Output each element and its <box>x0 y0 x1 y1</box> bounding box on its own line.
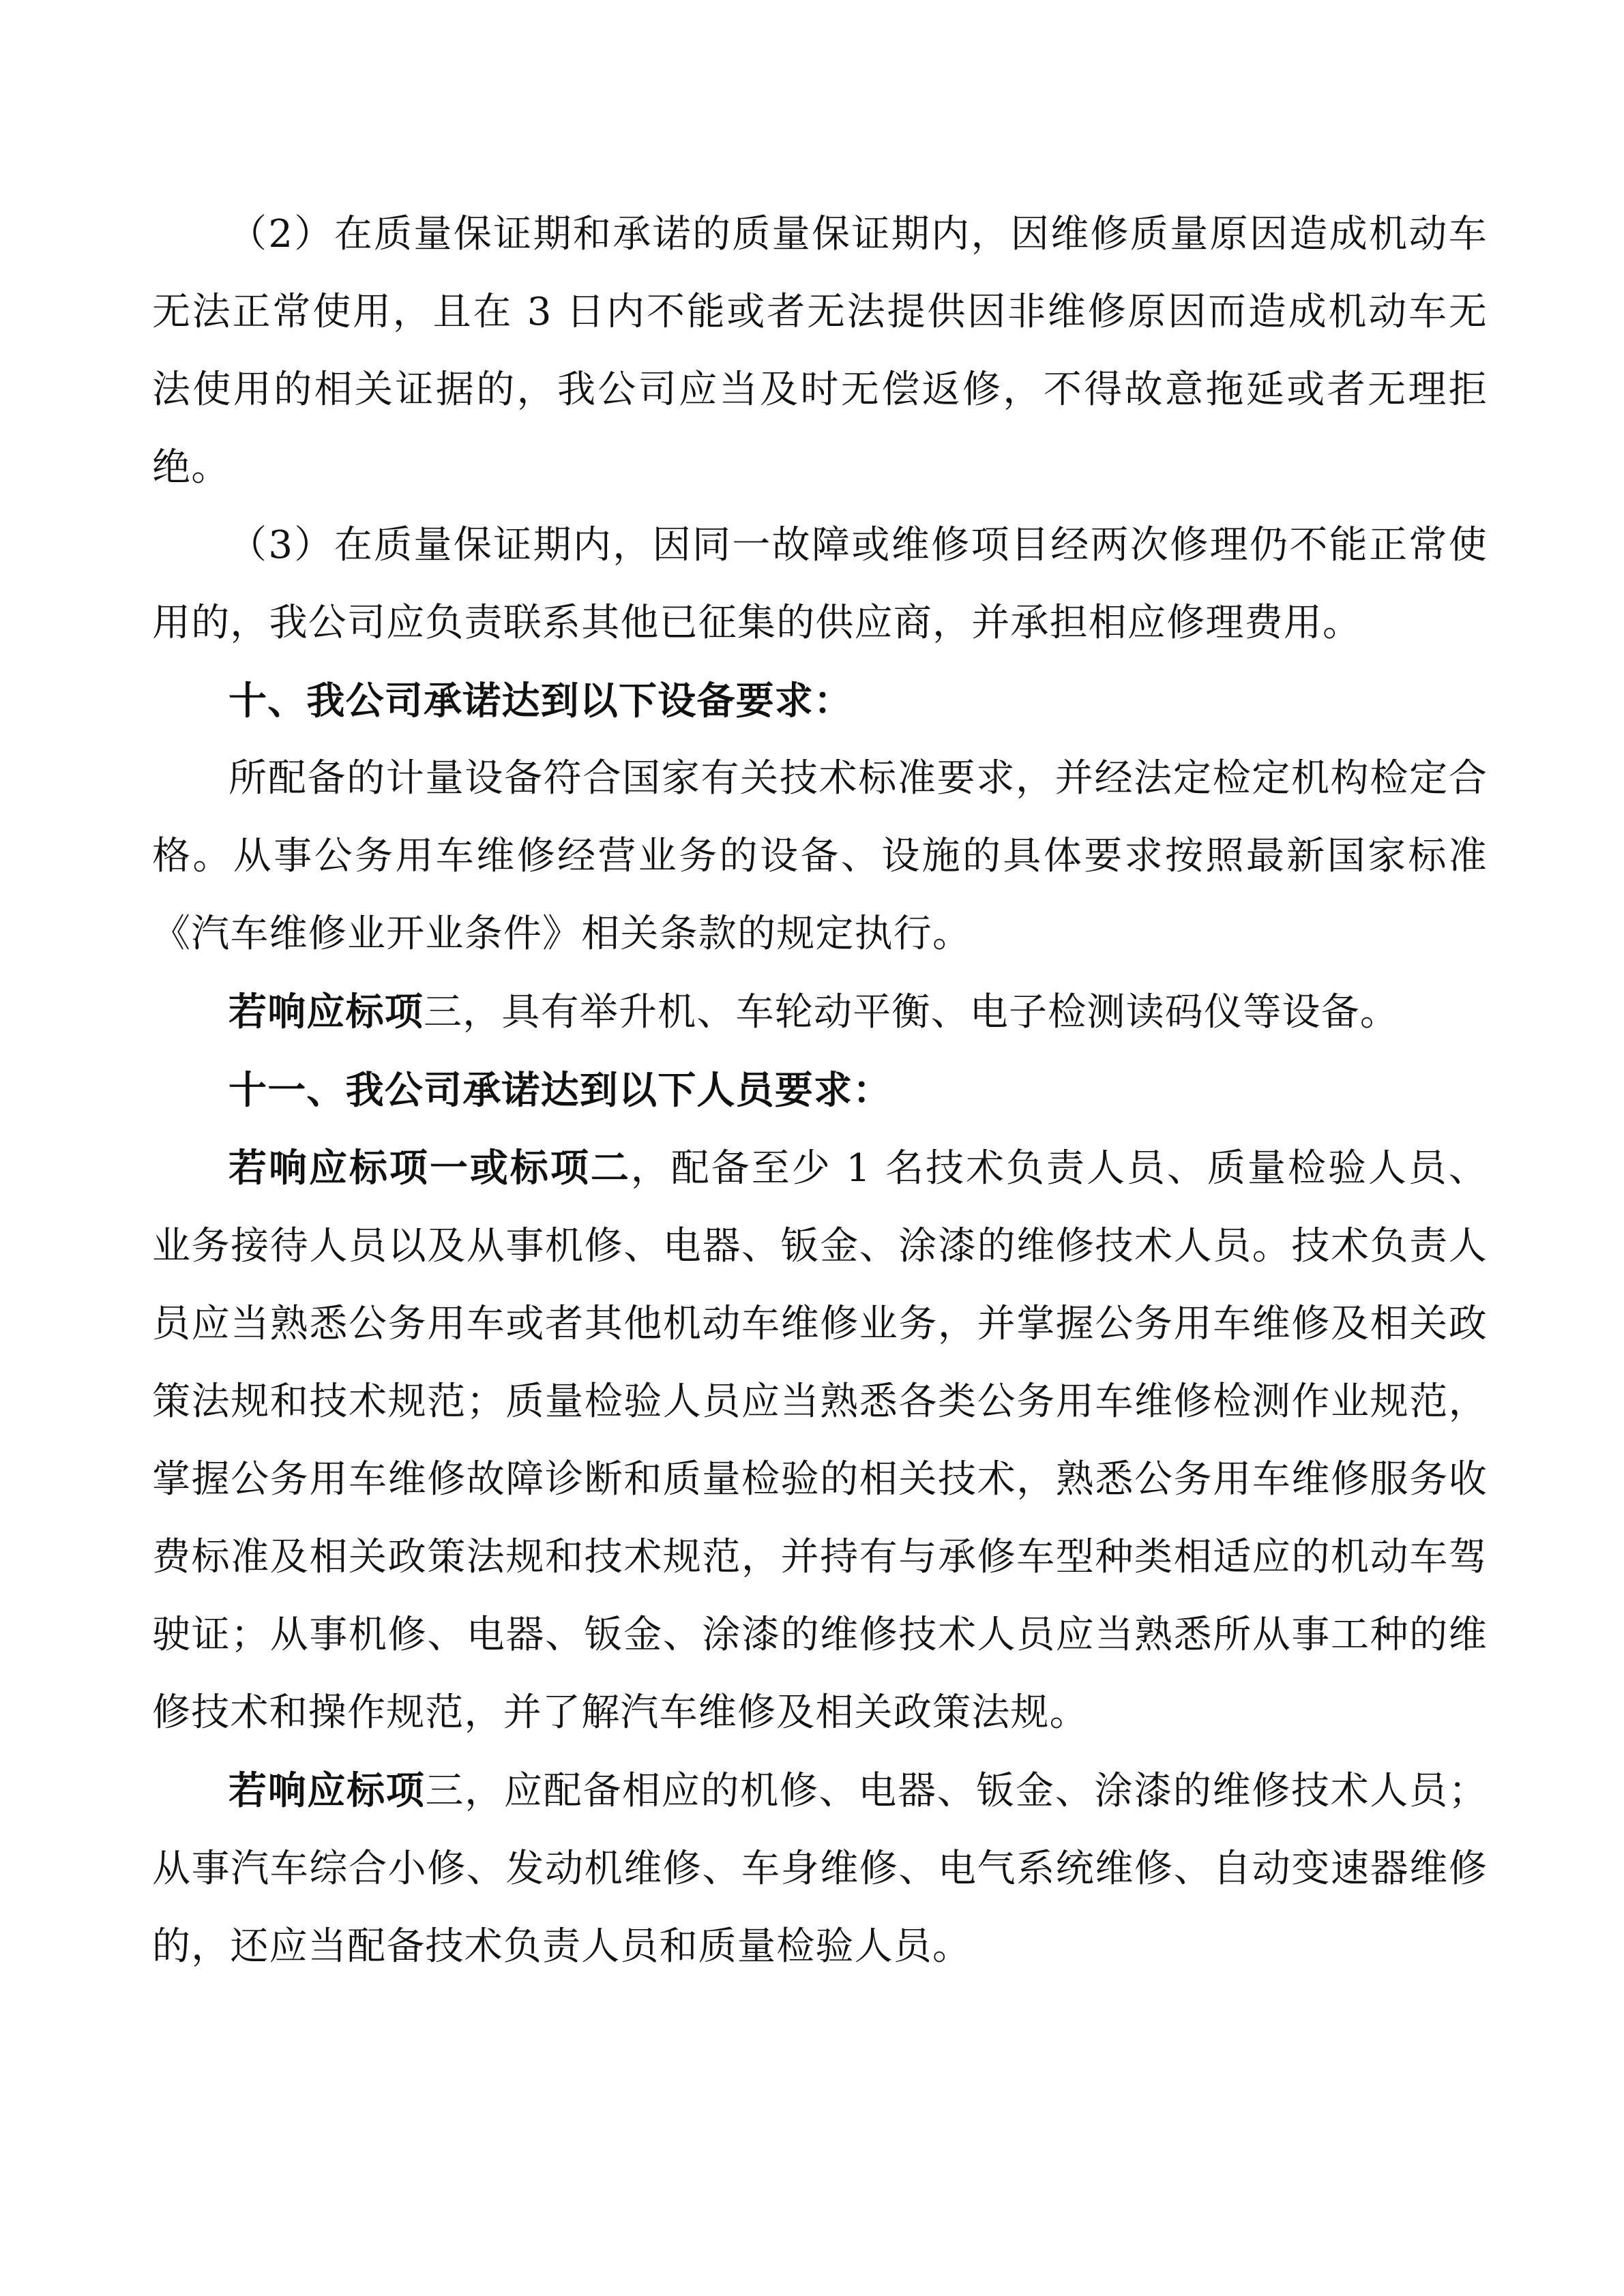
heading-staff-requirements: 十一、我公司承诺达到以下人员要求： <box>228 1068 892 1113</box>
lot3-staff-text: 三，应配备相应的机修、电器、钣金、涂漆的维修技术人员；从事汽车综合小修、发动机维修、车身维修、电气系统维修、自动变速器维修的，还应当配备技术负责人员和质量检验人员。 <box>152 1769 1488 1969</box>
paragraph-lot3-staff <box>152 1752 1488 1986</box>
paragraph-lot12-staff <box>152 1129 1488 1752</box>
paragraph-warranty-repair: （2）在质量保证期和承诺的质量保证期内，因维修质量原因造成机动车无法正常使用，且在 3 日内不能或者无法提供因非维修原因而造成机动车无法使用的相关证据的，我公司应当及时无偿返修，不得故意拖延或者无理拒绝。 <box>152 212 1488 490</box>
lot3-equipment-text: 三，具有举升机、车轮动平衡、电子检测读码仪等设备。 <box>424 990 1399 1034</box>
lot3-staff-lead: 若响应标项 <box>228 1768 426 1813</box>
paragraph-repeated-fault: （3）在质量保证期内，因同一故障或维修项目经两次修理仍不能正常使用的，我公司应负责联系其他已征集的供应商，并承担相应修理费用。 <box>152 523 1488 645</box>
paragraph-lot3-equipment <box>152 973 1488 1052</box>
lot3-equipment-lead: 若响应标项 <box>228 989 424 1034</box>
lot12-staff-lead: 若响应标项一或标项二 <box>228 1146 631 1191</box>
lot12-staff-text: ，配备至少 1 名技术负责人员、质量检验人员、业务接待人员以及从事机修、电器、钣金、涂漆的维修技术人员。技术负责人员应当熟悉公务用车或者其他机动车维修业务，并掌握公务用车维修及相关政策法规和技术规范；质量检验人员应当熟悉各类公务用车维修检测作业规范，掌握公务用车维修故障诊断和质量检验的相关技术，熟悉公务用车维修服务收费标准及相关政策法规和技术规范，并持有与承修车型种类相适应的机动车驾驶证；从事机修、电器、钣金、涂漆的维修技术人员应当熟悉所从事工种的维修技术和操作规范，并了解汽车维修及相关政策法规。 <box>152 1146 1488 1735</box>
heading-equipment-requirements: 十、我公司承诺达到以下设备要求： <box>228 679 853 724</box>
document-body <box>152 196 1488 1986</box>
paragraph-metering-equipment: 所配备的计量设备符合国家有关技术标准要求，并经法定检定机构检定合格。从事公务用车维修经营业务的设备、设施的具体要求按照最新国家标准《汽车维修业开业条件》相关条款的规定执行。 <box>152 756 1488 956</box>
